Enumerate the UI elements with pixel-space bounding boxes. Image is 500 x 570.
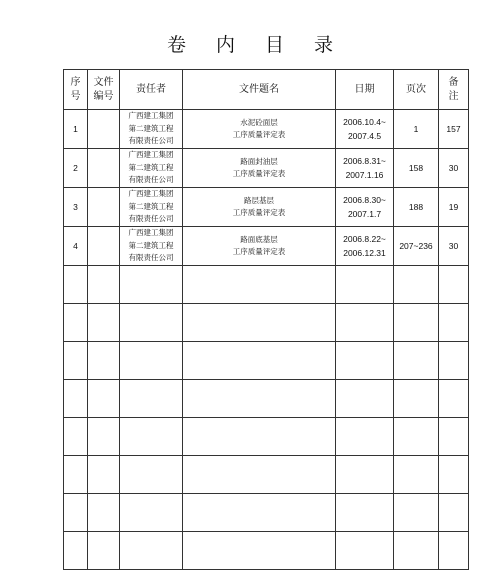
empty-cell	[88, 494, 120, 532]
cell-remark: 30	[439, 227, 469, 266]
empty-cell	[64, 380, 88, 418]
empty-row	[64, 342, 469, 380]
empty-cell	[439, 418, 469, 456]
empty-cell	[88, 456, 120, 494]
empty-cell	[439, 494, 469, 532]
cell-pages: 207~236	[394, 227, 439, 266]
empty-cell	[336, 456, 394, 494]
empty-cell	[394, 532, 439, 570]
empty-cell	[120, 266, 183, 304]
empty-cell	[88, 342, 120, 380]
empty-cell	[64, 418, 88, 456]
empty-cell	[394, 380, 439, 418]
cell-remark: 157	[439, 110, 469, 149]
empty-cell	[88, 532, 120, 570]
empty-row	[64, 418, 469, 456]
empty-cell	[439, 380, 469, 418]
empty-cell	[183, 380, 336, 418]
empty-row	[64, 532, 469, 570]
empty-cell	[120, 418, 183, 456]
cell-pages: 1	[394, 110, 439, 149]
empty-cell	[64, 456, 88, 494]
header-owner: 责任者	[120, 70, 183, 110]
cell-file-no	[88, 188, 120, 227]
empty-cell	[88, 304, 120, 342]
header-remark: 备 注	[439, 70, 469, 110]
page-title: 卷 内 目 录	[166, 34, 346, 56]
header-doc-title: 文件题名	[183, 70, 336, 110]
empty-cell	[336, 380, 394, 418]
empty-row	[64, 266, 469, 304]
empty-cell	[64, 266, 88, 304]
empty-cell	[183, 456, 336, 494]
cell-file-no	[88, 227, 120, 266]
empty-cell	[183, 266, 336, 304]
empty-cell	[336, 266, 394, 304]
cell-doc-title: 路层基层 工序质量评定表	[183, 188, 336, 227]
empty-cell	[120, 304, 183, 342]
empty-cell	[88, 266, 120, 304]
cell-remark: 30	[439, 149, 469, 188]
empty-row	[64, 380, 469, 418]
empty-cell	[336, 342, 394, 380]
cell-date: 2006.8.30~ 2007.1.7	[336, 188, 394, 227]
header-seq: 序 号	[64, 70, 88, 110]
empty-cell	[439, 456, 469, 494]
empty-cell	[439, 266, 469, 304]
empty-cell	[183, 304, 336, 342]
cell-remark: 19	[439, 188, 469, 227]
empty-cell	[64, 304, 88, 342]
cell-seq: 3	[64, 188, 88, 227]
empty-cell	[64, 342, 88, 380]
empty-cell	[183, 418, 336, 456]
cell-pages: 158	[394, 149, 439, 188]
empty-row	[64, 456, 469, 494]
empty-cell	[120, 342, 183, 380]
cell-doc-title: 水泥砼面层 工序质量评定表	[183, 110, 336, 149]
empty-cell	[336, 532, 394, 570]
empty-cell	[88, 418, 120, 456]
cell-doc-title: 路面封油层 工序质量评定表	[183, 149, 336, 188]
empty-cell	[64, 494, 88, 532]
cell-doc-title: 路面底基层 工序质量评定表	[183, 227, 336, 266]
empty-row	[64, 494, 469, 532]
empty-row	[64, 304, 469, 342]
cell-seq: 1	[64, 110, 88, 149]
empty-cell	[394, 494, 439, 532]
empty-cell	[183, 494, 336, 532]
header-row	[64, 70, 469, 110]
cell-file-no	[88, 110, 120, 149]
empty-cell	[394, 456, 439, 494]
empty-cell	[394, 304, 439, 342]
empty-cell	[394, 418, 439, 456]
empty-cell	[120, 380, 183, 418]
empty-cell	[439, 304, 469, 342]
cell-date: 2006.10.4~ 2007.4.5	[336, 110, 394, 149]
empty-cell	[336, 494, 394, 532]
empty-cell	[183, 342, 336, 380]
cell-file-no	[88, 149, 120, 188]
cell-owner: 广西建工集团 第二建筑工程 有限责任公司	[120, 188, 183, 227]
table-row	[64, 188, 469, 227]
empty-cell	[439, 532, 469, 570]
cell-owner: 广西建工集团 第二建筑工程 有限责任公司	[120, 149, 183, 188]
empty-cell	[183, 532, 336, 570]
header-date: 日期	[336, 70, 394, 110]
empty-cell	[64, 532, 88, 570]
empty-cell	[120, 532, 183, 570]
header-file-no: 文件 编号	[88, 70, 120, 110]
empty-cell	[439, 342, 469, 380]
empty-cell	[394, 342, 439, 380]
cell-seq: 4	[64, 227, 88, 266]
empty-cell	[336, 418, 394, 456]
catalog-table	[63, 69, 469, 570]
empty-cell	[120, 494, 183, 532]
cell-owner: 广西建工集团 第二建筑工程 有限责任公司	[120, 227, 183, 266]
cell-owner: 广西建工集团 第二建筑工程 有限责任公司	[120, 110, 183, 149]
empty-cell	[336, 304, 394, 342]
cell-date: 2006.8.31~ 2007.1.16	[336, 149, 394, 188]
table-row	[64, 149, 469, 188]
cell-pages: 188	[394, 188, 439, 227]
table-row	[64, 227, 469, 266]
empty-cell	[88, 380, 120, 418]
empty-cell	[394, 266, 439, 304]
cell-date: 2006.8.22~ 2006.12.31	[336, 227, 394, 266]
header-pages: 页次	[394, 70, 439, 110]
table-row	[64, 110, 469, 149]
cell-seq: 2	[64, 149, 88, 188]
empty-cell	[120, 456, 183, 494]
